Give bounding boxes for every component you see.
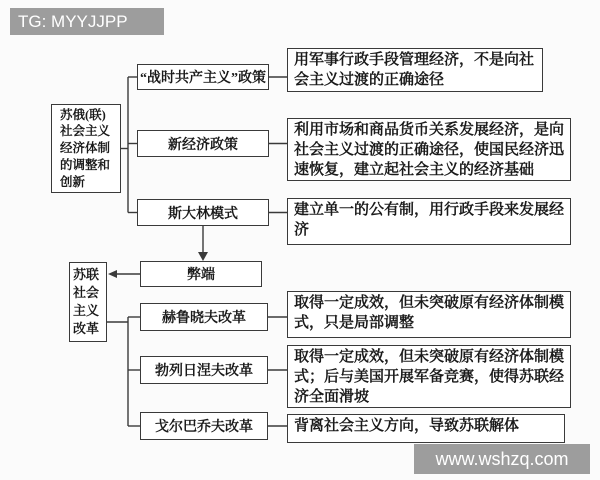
arrowhead-down-icon <box>198 252 208 261</box>
desc-new-economic-policy: 利用市场和商品货币关系发展经济，是向社会主义过渡的正确途径，使国民经济迅速恢复，建立起社会主义的经济基础 <box>287 118 571 181</box>
desc-stalin-model: 建立单一的公有制，用行政手段来发展经济 <box>287 198 571 245</box>
node-root-soviet-socialist-reform: 苏联社会主义改革 <box>69 262 107 342</box>
desc-gorbachev-reform: 背离社会主义方向，导致苏联解体 <box>287 414 565 443</box>
desc-brezhnev-reform: 取得一定成效，但未突破原有经济体制模式；后与美国开展军备竞赛，使得苏联经济全面滑坡 <box>287 345 571 408</box>
tg-watermark-badge: TG: MYYJJPP <box>10 8 164 35</box>
node-new-economic-policy: 新经济政策 <box>137 130 269 157</box>
node-drawbacks: 弊端 <box>140 261 262 287</box>
node-khrushchev-reform: 赫鲁晓夫改革 <box>140 303 268 331</box>
node-root-adjustment-innovation: 苏俄(联)社会主义经济体制的调整和创新 <box>51 104 121 193</box>
node-brezhnev-reform: 勃列日涅夫改革 <box>140 356 268 384</box>
desc-khrushchev-reform: 取得一定成效，但未突破原有经济体制模式，只是局部调整 <box>287 291 571 338</box>
desc-war-communism-policy: 用军事行政手段管理经济，不是向社会主义过渡的正确途径 <box>287 48 543 92</box>
arrowhead-left-icon <box>108 270 117 278</box>
node-war-communism-policy: “战时共产主义”政策 <box>137 64 269 90</box>
node-gorbachev-reform: 戈尔巴乔夫改革 <box>140 412 268 440</box>
node-stalin-model: 斯大林模式 <box>137 199 269 226</box>
site-watermark-badge: www.wshzq.com <box>414 444 590 474</box>
